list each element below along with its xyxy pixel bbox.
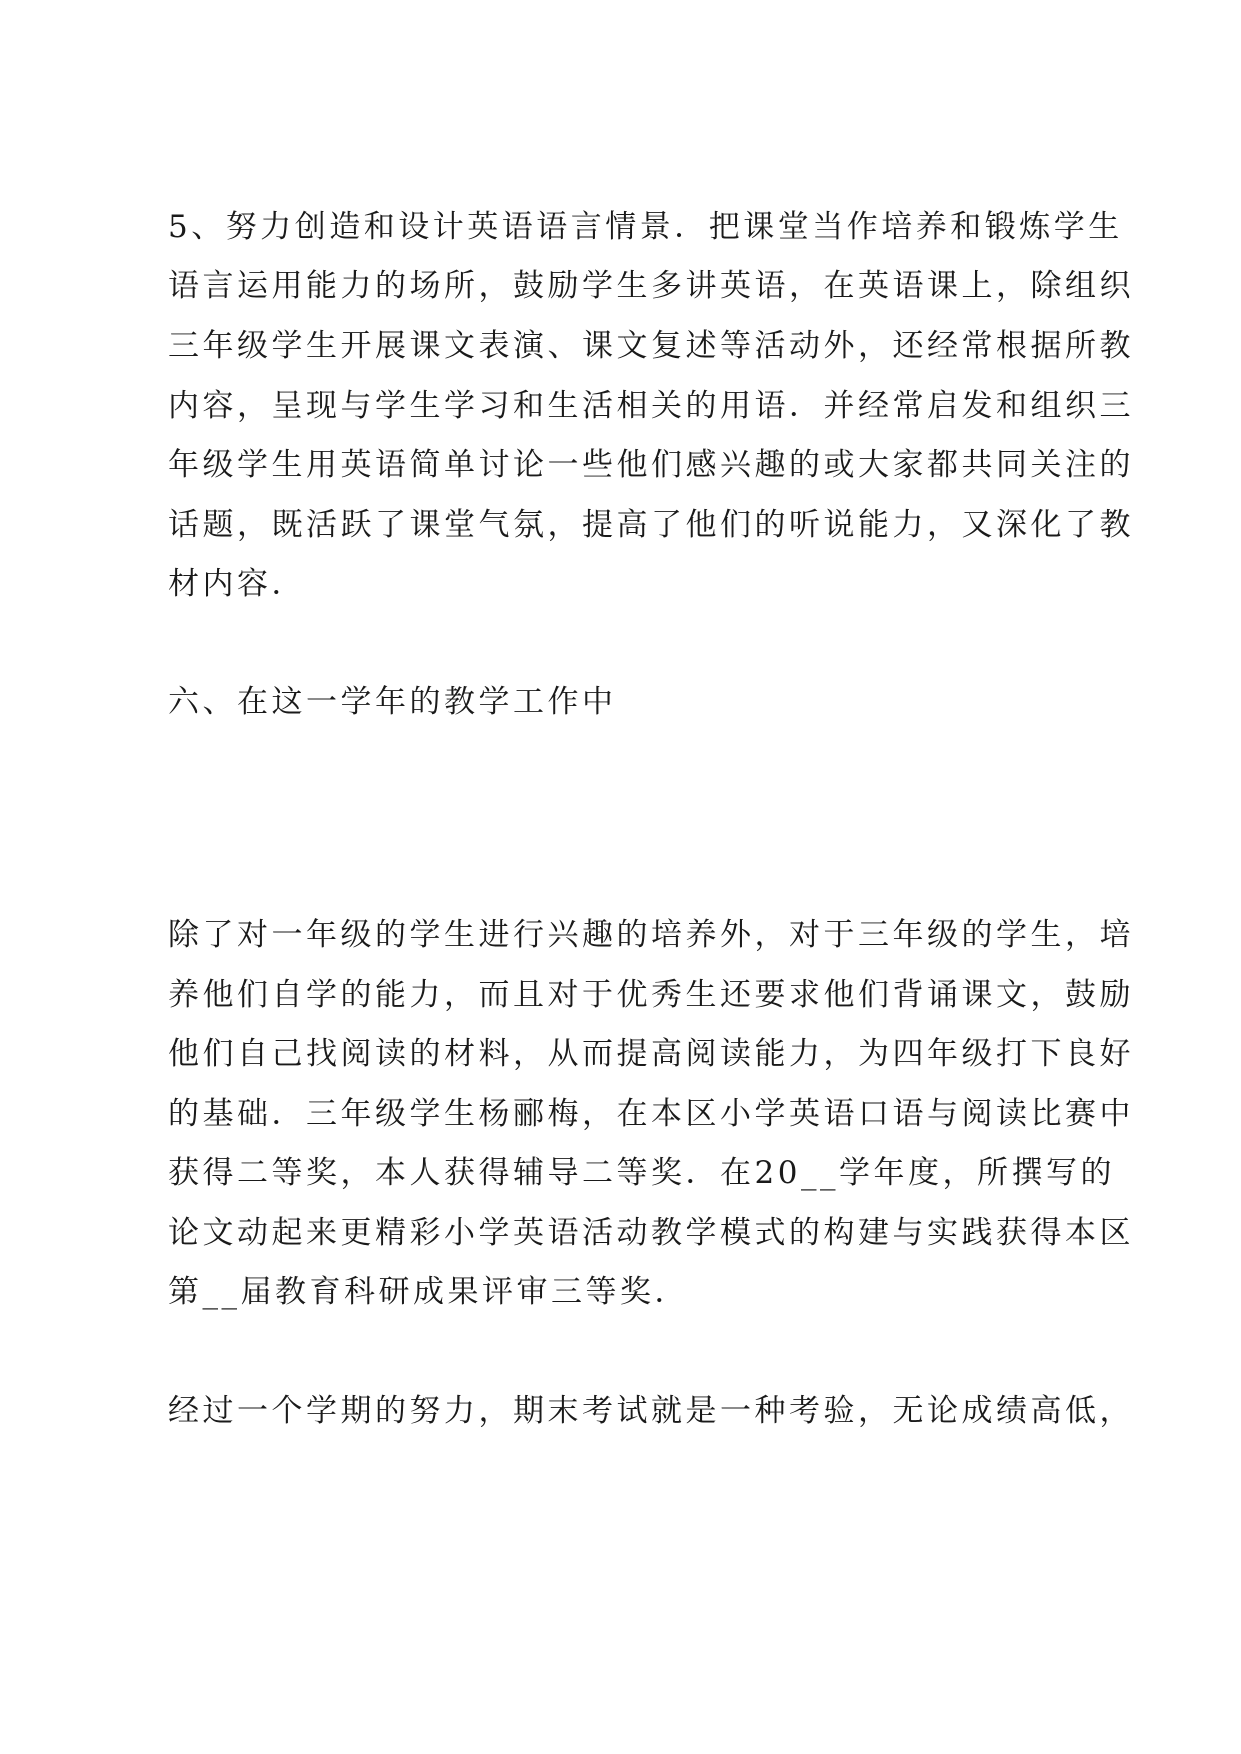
section-heading: 六、在这一学年的教学工作中 [168,684,617,720]
paragraph-1-line-6: 话题，既活跃了课堂气氛，提高了他们的听说能力，又深化了教 [168,507,1134,543]
paragraph-2-line-4: 的基础．三年级学生杨郦梅，在本区小学英语口语与阅读比赛中 [168,1096,1134,1132]
paragraph-1-line-3: 三年级学生开展课文表演、课文复述等活动外，还经常根据所教 [168,328,1134,364]
paragraph-1-line-4: 内容，呈现与学生学习和生活相关的用语．并经常启发和组织三 [168,388,1134,424]
paragraph-2-line-7: 第__届教育科研成果评审三等奖． [168,1274,689,1310]
paragraph-3-line-1: 经过一个学期的努力，期末考试就是一种考验，无论成绩高低， [168,1393,1134,1429]
paragraph-1-line-1: 5、努力创造和设计英语语言情景．把课堂当作培养和锻炼学生 [168,209,1123,245]
paragraph-1-line-2: 语言运用能力的场所，鼓励学生多讲英语，在英语课上，除组织 [168,268,1134,304]
paragraph-1-line-7: 材内容． [168,566,306,602]
paragraph-2-line-5: 获得二等奖，本人获得辅导二等奖．在20__学年度，所撰写的 [168,1155,1115,1191]
paragraph-2-line-3: 他们自己找阅读的材料，从而提高阅读能力，为四年级打下良好 [168,1036,1134,1072]
paragraph-2-line-2: 养他们自学的能力，而且对于优秀生还要求他们背诵课文，鼓励 [168,977,1134,1013]
paragraph-1-line-5: 年级学生用英语简单讨论一些他们感兴趣的或大家都共同关注的 [168,447,1134,483]
paragraph-2-line-6: 论文动起来更精彩小学英语活动教学模式的构建与实践获得本区 [168,1215,1134,1251]
paragraph-2-line-1: 除了对一年级的学生进行兴趣的培养外，对于三年级的学生，培 [168,917,1134,953]
